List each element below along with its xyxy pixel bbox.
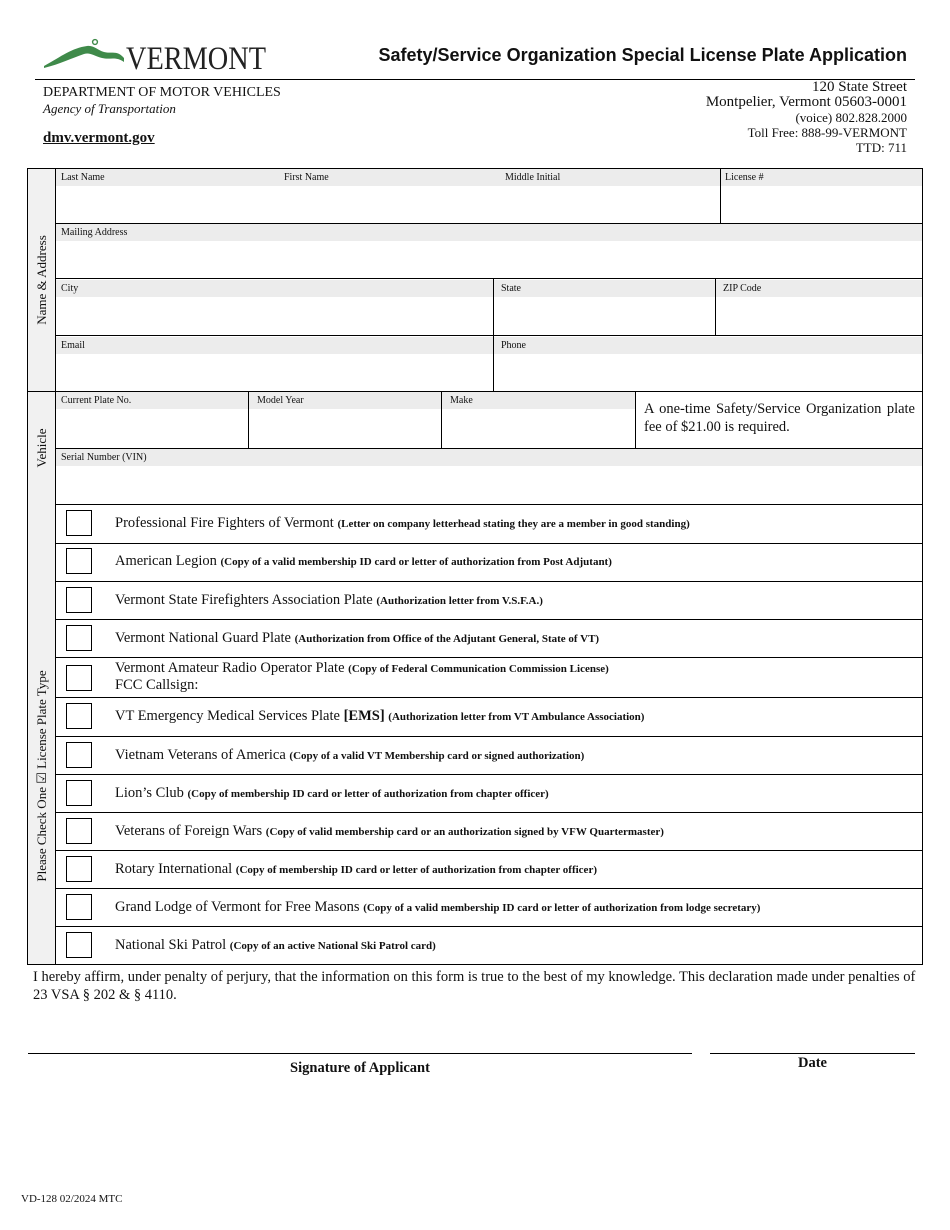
plate-option-vfw (56, 813, 922, 851)
fcc-callsign-label: FCC Callsign: (115, 677, 199, 693)
checkbox-vfw[interactable] (66, 818, 92, 844)
plate-name: Vietnam Veterans of America (115, 747, 286, 763)
address-ttd: TTD: 711 (855, 140, 907, 155)
plate-name: Professional Fire Fighters of Vermont (115, 515, 334, 531)
date-label: Date (798, 1055, 827, 1071)
plate-name: Rotary International (115, 861, 233, 877)
perjury-affirmation: I hereby affirm, under penalty of perjury, that the information on this form is true to the best of my knowledge. This declaration made under penalties of 23 VSA § 202 & § 4110. (33, 969, 916, 1003)
logo-text: VERMONT (126, 41, 266, 77)
city-label: City (61, 283, 79, 294)
plate-requirement: (Copy of Federal Communication Commission License) (348, 663, 609, 675)
vehicle-label-band (56, 392, 636, 409)
checkbox-fire-fighters[interactable] (66, 510, 92, 536)
checkbox-vietnam-veterans[interactable] (66, 742, 92, 768)
section-label-name-address: Name & Address (33, 235, 49, 325)
vin-label-band (56, 449, 922, 466)
middle-initial-label: Middle Initial (505, 172, 561, 183)
plate-name: VT Emergency Medical Services Plate (115, 708, 340, 724)
checkbox-lions-club[interactable] (66, 780, 92, 806)
checkbox-free-masons[interactable] (66, 894, 92, 920)
plate-requirement: (Authorization letter from VT Ambulance Association) (388, 711, 645, 723)
plate-name: Vermont Amateur Radio Operator Plate (115, 660, 345, 676)
address-voice: (voice) 802.828.2000 (795, 110, 907, 125)
checkbox-ems[interactable] (66, 703, 92, 729)
plate-option-rotary (56, 851, 922, 889)
first-name-label: First Name (284, 172, 329, 183)
plate-requirement: (Copy of membership ID card or letter of authorization from chapter officer) (235, 864, 597, 876)
plate-name: Grand Lodge of Vermont for Free Masons (115, 899, 360, 915)
checkbox-american-legion[interactable] (66, 548, 92, 574)
vermont-logo (42, 38, 267, 77)
email-label: Email (61, 340, 85, 351)
section-vehicle-plate (28, 392, 56, 964)
logo-mountain-icon (44, 46, 124, 68)
checkbox-national-guard[interactable] (66, 625, 92, 651)
section-name-address (28, 169, 56, 391)
plate-option-fire-fighters (56, 505, 922, 543)
make-label: Make (450, 395, 473, 406)
plate-option-ski-patrol (56, 927, 922, 965)
checkbox-rotary[interactable] (66, 856, 92, 882)
model-year-label: Model Year (257, 395, 304, 406)
address-street: 120 State Street (812, 79, 907, 95)
plate-ems-tag: [EMS] (343, 708, 385, 724)
agency-name: Agency of Transportation (43, 101, 176, 116)
plate-name: Vermont National Guard Plate (115, 630, 291, 646)
plate-option-national-guard (56, 620, 922, 658)
plate-option-lions-club (56, 775, 922, 813)
last-name-label: Last Name (61, 172, 105, 183)
section-label-plate-type: Please Check One ☑ License Plate Type (33, 670, 49, 882)
vin-label: Serial Number (VIN) (61, 452, 147, 463)
plate-name: Veterans of Foreign Wars (115, 823, 263, 839)
checkbox-ski-patrol[interactable] (66, 932, 92, 958)
plate-option-state-firefighters (56, 582, 922, 620)
plate-option-american-legion (56, 543, 922, 581)
signature-label: Signature of Applicant (290, 1060, 430, 1076)
plate-option-vietnam-veterans (56, 737, 922, 775)
plate-requirement: (Copy of an active National Ski Patrol card) (229, 940, 436, 952)
form-title: Safety/Service Organization Special License Plate Application (378, 45, 907, 65)
plate-name: American Legion (115, 553, 217, 569)
plate-name: National Ski Patrol (115, 937, 227, 953)
department-name: DEPARTMENT OF MOTOR VEHICLES (43, 85, 281, 100)
email-label-band (56, 337, 922, 354)
plate-requirement: (Copy of a valid VT Membership card or signed authorization) (289, 750, 585, 762)
plate-requirement: (Authorization letter from V.S.F.A.) (376, 595, 543, 607)
plate-option-amateur-radio (56, 658, 922, 698)
license-number-label: License # (725, 172, 764, 183)
plate-requirement: (Letter on company letterhead stating they are a member in good standing) (337, 518, 690, 530)
checkbox-amateur-radio[interactable] (66, 665, 92, 691)
city-label-band (56, 280, 922, 297)
website-link[interactable]: dmv.vermont.gov (43, 130, 155, 146)
section-label-vehicle: Vehicle (33, 428, 49, 468)
zip-code-label: ZIP Code (723, 283, 762, 294)
address-city: Montpelier, Vermont 05603-0001 (705, 94, 907, 110)
date-line[interactable] (710, 1053, 915, 1054)
form-code: VD-128 02/2024 MTC (21, 1193, 123, 1205)
address-toll-free: Toll Free: 888-99-VERMONT (747, 125, 907, 140)
plate-option-ems (56, 698, 922, 736)
plate-requirement: (Copy of membership ID card or letter of authorization from chapter officer) (187, 788, 549, 800)
name-label-band (56, 169, 720, 186)
plate-requirement: (Copy of a valid membership ID card or letter of authorization from lodge secretary) (363, 902, 761, 914)
mailing-address-label: Mailing Address (61, 227, 128, 238)
plate-requirement: (Copy of valid membership card or an authorization signed by VFW Quartermaster) (265, 826, 664, 838)
plate-option-free-masons (56, 889, 922, 927)
current-plate-label: Current Plate No. (61, 395, 132, 406)
phone-label: Phone (501, 340, 526, 351)
dmv-address (600, 80, 907, 155)
plate-name: Vermont State Firefighters Association Plate (115, 592, 373, 608)
plate-requirement: (Authorization from Office of the Adjutant General, State of VT) (294, 633, 600, 645)
signature-line[interactable] (28, 1053, 692, 1054)
plate-fee-note: A one-time Safety/Service Organization plate fee of $21.00 is required. (644, 401, 915, 435)
mailing-label-band (56, 224, 922, 241)
plate-requirement: (Copy of a valid membership ID card or letter of authorization from Post Adjutant) (220, 556, 612, 568)
plate-name: Lion’s Club (115, 785, 184, 801)
application-form (27, 168, 923, 965)
state-label: State (501, 283, 521, 294)
checkbox-state-firefighters[interactable] (66, 587, 92, 613)
